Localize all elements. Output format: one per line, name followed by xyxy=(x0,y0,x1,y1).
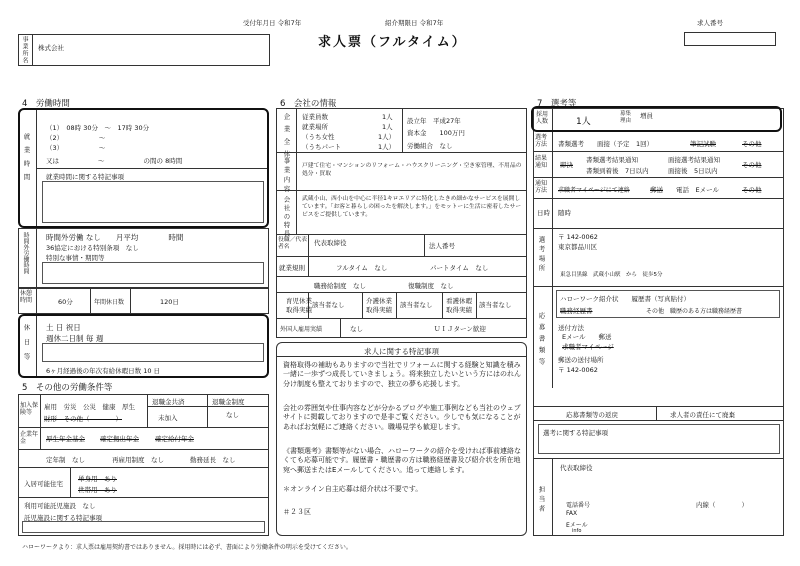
retire-system-value: なし xyxy=(226,411,239,419)
insurance-line1: 雇用 労災 公災 健康 厚生 xyxy=(44,403,135,411)
pension-label: 企業年金 xyxy=(20,431,39,446)
rules-full: フルタイム なし xyxy=(336,264,388,272)
mail-zip: 〒 142-0062 xyxy=(558,366,598,374)
post-system: 職務給制度 なし xyxy=(314,282,366,290)
contact-label: 担当者 xyxy=(537,486,546,515)
reason-value: 増員 xyxy=(640,112,653,120)
holidays-2: 週休二日制 毎 週 xyxy=(46,334,104,343)
leave1-label-a: 育児休業 xyxy=(286,297,312,305)
leave2-label-a: 介護休業 xyxy=(366,297,392,305)
intro-deadline: 紹介期限日 令和7年 xyxy=(385,19,444,27)
return-docs-label: 応募書類等の返戻 xyxy=(566,411,618,419)
pension-1: 厚生年金基金 xyxy=(46,435,85,443)
tel-label: 電話番号 xyxy=(566,502,591,509)
leave2-label-b: 取得実績 xyxy=(366,306,392,314)
docs-required: ハローワーク紹介状 履歴書（写真貼付） xyxy=(560,295,690,303)
leave1-value: 該当者なし xyxy=(312,301,345,309)
feature-label: 会社の特長 xyxy=(282,196,291,239)
break-value: 60分 xyxy=(58,298,73,306)
overtime-line: 時間外労働 なし 月平均 時間 xyxy=(46,233,184,242)
union: 労働組合 なし xyxy=(407,142,453,150)
fax-label: FAX xyxy=(566,510,578,517)
leave2-value: 該当者なし xyxy=(400,301,433,309)
send-label: 送付方法 xyxy=(558,324,584,332)
childcare: 利用可能託児施設 なし xyxy=(24,502,96,510)
company-name: 株式会社 xyxy=(38,44,64,52)
holidays-note xyxy=(42,343,264,362)
section7-heading: 7 選考等 xyxy=(537,99,577,109)
mail-place-label: 郵送の送付場所 xyxy=(558,356,604,364)
notify-mypage: 求職者マイページにて連絡 xyxy=(558,187,630,194)
overtime-special: 特別な事情・期間等 xyxy=(46,254,105,262)
holidays-1: 土 日 祝日 xyxy=(46,323,81,332)
result-docs-days: 書類到着後 7日以内 xyxy=(586,167,649,175)
rep-label: 役職／代表者名 xyxy=(278,237,307,250)
company-wide-label: 企業全体 xyxy=(282,113,291,163)
job-notes-3: 《書類選考》書類等がない場合、ハローワークの紹介を受ければ事前連絡なくても応募可能です。履歴書・職歴書の方は職務経歴書及び紹介状を所在地宛へ郵送またはEメールしてください。追って連絡します。 xyxy=(283,447,521,474)
date-label: 日時 xyxy=(537,209,550,217)
break-box xyxy=(18,288,269,314)
overtime-36: 36協定における特別条項 なし xyxy=(46,244,139,252)
job-number-label: 求人番号 xyxy=(697,19,723,27)
overtime-note xyxy=(42,262,264,284)
work-hours-note xyxy=(42,181,264,223)
childcare-note-label: 託児施設に関する特記事項 xyxy=(24,514,102,522)
method-value: 書類選考 面接（予定 1回） xyxy=(558,140,654,148)
or-between: 又は ～ の間の 8時間 xyxy=(46,157,183,165)
emp-female-value: 1人） xyxy=(378,133,396,141)
section6-heading: 6 会社の情報 xyxy=(280,99,337,109)
result-label: 結果通知 xyxy=(535,155,548,170)
hire-count-value: 1人 xyxy=(576,117,591,127)
leave1-label-b: 取得実績 xyxy=(286,306,312,314)
rep-title: 代表取締役 xyxy=(314,239,347,247)
childcare-note xyxy=(22,521,265,533)
footer-note: ハローワークより：求人票は雇用契約書ではありません。採用時には必ず、書面により労働条件の明示を受けてください。 xyxy=(22,544,352,551)
work-hours-note-label: 就業時間に関する特記事項 xyxy=(46,173,124,181)
section4-heading: 4 労働時間 xyxy=(22,99,70,109)
docs-other: その他 職歴のある方は職務経歴書 xyxy=(646,308,743,315)
docs-label: 応募書類等 xyxy=(537,312,546,370)
job-notes-title: 求人に関する特記事項 xyxy=(364,347,439,356)
emp-total-label: 従業員数 xyxy=(302,113,328,121)
return-system: 復職制度 なし xyxy=(408,282,454,290)
method-label: 選考方法 xyxy=(535,134,548,149)
shift-3: （3） ～ xyxy=(46,144,106,152)
place-address: 東京都品川区 xyxy=(558,243,597,251)
rules-part: パートタイム なし xyxy=(430,264,489,272)
received-date: 受付年月日 令和7年 xyxy=(243,19,302,27)
work-hours-label: 就業時間 xyxy=(22,133,31,187)
foreign-value: なし xyxy=(350,325,363,333)
emp-part-value: 1人） xyxy=(378,143,396,151)
send-methods: Eメール 郵送 xyxy=(562,333,612,341)
place-zip: 〒 142-0062 xyxy=(558,233,598,241)
emp-site-value: 1人 xyxy=(382,123,393,131)
capital: 資本金 100万円 xyxy=(407,129,465,137)
retire-system-label: 退職金制度 xyxy=(212,398,245,406)
leave3-value: 該当者なし xyxy=(479,301,512,309)
corp-number-label: 法人番号 xyxy=(429,242,455,250)
date-value: 随時 xyxy=(558,209,571,217)
retire-fund-label: 退職金共済 xyxy=(152,398,185,406)
leave3-label-a: 看護休暇 xyxy=(446,297,472,305)
notify-methods: 電話 Eメール xyxy=(676,186,719,194)
job-notes-4: ＊オンライン自主応募は紹介状は不要です。 xyxy=(283,485,423,493)
section5-heading: 5 その他の労働条件等 xyxy=(22,383,113,393)
rules-label: 就業規則 xyxy=(279,264,305,272)
emp-female-label: （うち女性 xyxy=(302,133,335,141)
notify-post: 郵送 xyxy=(650,186,663,194)
housing-label: 入居可能住宅 xyxy=(24,480,63,488)
tel-ext: 内線（ ） xyxy=(696,501,748,509)
notify-other: その他 xyxy=(742,186,762,194)
leave3-label-b: 取得実績 xyxy=(446,306,472,314)
emp-site-label: 就業場所 xyxy=(302,123,328,131)
selection-notes-label: 選考に関する特記事項 xyxy=(543,429,608,437)
result-immediate: 即決 xyxy=(560,161,573,169)
housing-single: 単身用 あり xyxy=(78,475,117,483)
docs-cv: 職務経歴書 xyxy=(560,307,593,315)
job-notes-2: 会社の雰囲気や仕事内容などが分かるブログや施工事例なども当社のウェブサイトに掲載しておりますので是非ご覧ください。少しでも気になることがあればお気軽にご連絡ください。職場見学も歓迎します。 xyxy=(283,404,521,431)
age-limit: 定年制 なし xyxy=(46,456,85,464)
foreign-label: 外国人雇用実績 xyxy=(280,326,323,333)
annual-holidays-value: 120日 xyxy=(160,298,179,306)
method-other: その他 xyxy=(742,140,762,148)
result-interview: 面接選考結果通知 xyxy=(668,156,720,164)
method-written-test: 筆記試験 xyxy=(690,140,716,148)
rehire: 再雇用制度 なし xyxy=(112,456,164,464)
business-label: 事業内容 xyxy=(282,157,291,195)
pension-3: 確定給付年金 xyxy=(155,435,194,443)
reason-label: 募集理由 xyxy=(620,111,632,124)
email-note: info xyxy=(572,528,582,534)
feature-content: 武蔵小山、西小山を中心に半径1キロエリアに特化したきめ細かなサービスを展開しています。「お客と暮らしの困ったを解決します。」をモットーに生活に密着したサービスをご提供しています。 xyxy=(302,196,522,218)
hire-count-label: 採用人数 xyxy=(536,111,549,126)
insurance-line2: 財形 その他（ ） xyxy=(44,415,122,423)
hire-count-box xyxy=(531,106,782,132)
emp-part-label: （うちパート xyxy=(302,143,341,151)
founded: 設立年 平成27年 xyxy=(407,117,461,125)
contact-title: 代表取締役 xyxy=(560,464,593,472)
emp-total-value: 1人 xyxy=(382,113,393,121)
uij-turn: ＵＩＪターン歓迎 xyxy=(434,325,486,333)
housing-family: 世帯用 あり xyxy=(78,486,117,494)
job-notes-5: ＃２３区 xyxy=(283,508,311,516)
result-docs: 書類選考結果通知 xyxy=(586,156,638,164)
shift-2: （2） ～ xyxy=(46,134,106,142)
retire-fund-value: 未加入 xyxy=(158,414,178,422)
office-label: 事業所名 xyxy=(21,36,28,64)
holidays-label: 休日等 xyxy=(22,324,31,368)
page-title: 求人票（フルタイム） xyxy=(318,35,467,50)
extension: 勤務延長 なし xyxy=(190,456,236,464)
overtime-label: 時間外労働時間 xyxy=(22,232,29,274)
business-content: 戸建て住宅・マンションのリフォーム・ハウスクリーニング・空き家管理、不用品の処分・買取 xyxy=(302,163,522,177)
disposal-value: 求人者の責任にて廃棄 xyxy=(670,411,735,419)
notify-label: 通知方法 xyxy=(535,180,548,195)
place-station: 東急目黒線 武蔵小山駅 から 徒歩5分 xyxy=(560,272,663,278)
break-label: 休憩時間 xyxy=(20,290,33,304)
send-mypage: 求職者マイページ xyxy=(562,343,614,351)
email-label: Eメール xyxy=(566,522,588,529)
result-other: その他 xyxy=(742,161,762,169)
pension-2: 確定拠出年金 xyxy=(100,435,139,443)
insurance-label: 加入保険等 xyxy=(20,402,39,417)
annual-holidays-label: 年間休日数 xyxy=(94,299,125,306)
job-notes-1: 資格取得の補助もありますので当社でリフォームに関する経験と知識を積み一緒に一歩ずつ成長していきましょう。将来独立したいという方にはのれん分け制度も整えておりますので、独立の夢も応援します。 xyxy=(283,361,521,388)
job-number-box xyxy=(684,32,776,46)
shift-1: （1） 08時 30分 ～ 17時 30分 xyxy=(46,124,150,132)
paid-leave: 6ヶ月経過後の年次有給休暇日数 10 日 xyxy=(46,367,161,375)
result-interview-days: 面接後 5日以内 xyxy=(668,167,718,175)
place-label: 選考場所 xyxy=(537,236,546,274)
